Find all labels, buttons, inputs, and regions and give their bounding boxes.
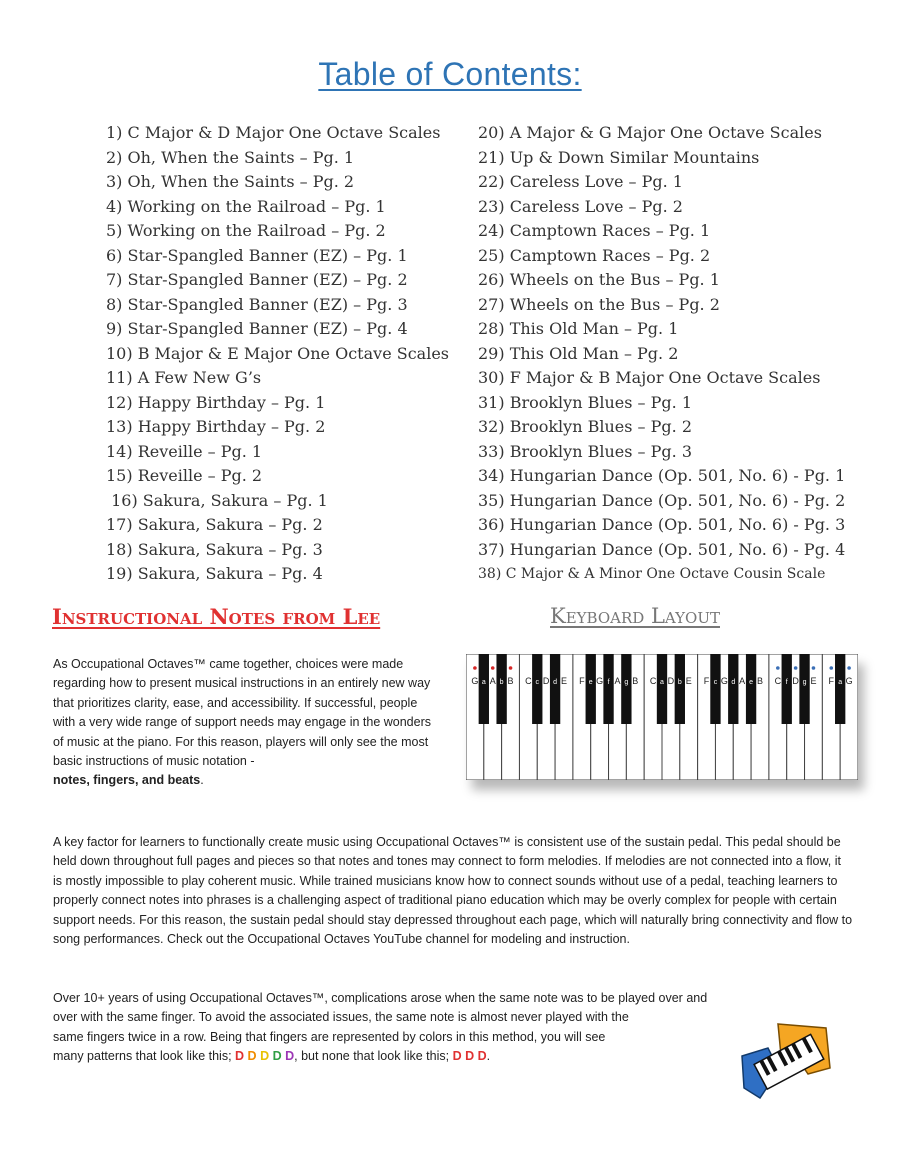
white-key-label: B xyxy=(632,676,639,686)
toc-item: 29) This Old Man – Pg. 2 xyxy=(478,343,679,363)
white-key-label: A xyxy=(489,676,496,686)
black-key xyxy=(657,654,667,724)
black-key-label: g xyxy=(802,679,807,686)
note-d-orange: D xyxy=(247,1049,257,1064)
toc-item: 15) Reveille – Pg. 2 xyxy=(106,466,263,485)
black-key-label: a xyxy=(481,679,486,686)
repetition-line-1: Over 10+ years of using Occupational Octaves™, complications arose when the same note was to be played over and xyxy=(53,991,708,1005)
black-key xyxy=(782,654,792,724)
repetition-line-2: over with the same finger. To avoid the associated issues, the same note is almost never played with the xyxy=(53,1010,629,1025)
keyboard-layout-image xyxy=(466,654,858,780)
bad-example xyxy=(453,1049,487,1063)
toc-item: 3) Oh, When the Saints – Pg. 2 xyxy=(106,172,355,191)
toc-item: 5) Working on the Railroad – Pg. 2 xyxy=(106,221,386,240)
repetition-line-4a: many patterns that look like this; xyxy=(53,1049,236,1064)
black-key-label: b xyxy=(499,679,504,686)
black-key xyxy=(532,654,542,724)
red-dot xyxy=(491,666,495,670)
white-key-label: G xyxy=(471,676,479,686)
notes-heading: Instructional Notes from Lee xyxy=(52,604,381,629)
toc-item: 17) Sakura, Sakura – Pg. 2 xyxy=(106,515,323,534)
toc-item: 19) Sakura, Sakura – Pg. 4 xyxy=(106,564,323,583)
toc-item: 37) Hungarian Dance (Op. 501, No. 6) - Pg. 4 xyxy=(478,539,846,559)
toc-item: 2) Oh, When the Saints – Pg. 1 xyxy=(106,147,355,167)
toc-item: 25) Camptown Races – Pg. 2 xyxy=(478,245,711,265)
black-key-label: a xyxy=(660,679,664,686)
sustain-paragraph: A key factor for learners to functionally create music using Occupational Octaves™ is consistent use of the sustain pedal. This pedal should be held down throughout full pages and pieces so that notes and tones may connect to form melodies. If melodies are not connected into a flow, it is mostly impossible to play coherent music. While trained musicians know how to connect sounds without use of a pedal, teaching learners to properly connect notes into phrases is a challenging aspect of traditional piano education which may be overly complex for people with certain support needs. For this reason, the sustain pedal should stay depressed throughout each page, which will naturally bring connectivity and flow to song performances. Check out the Occupational Octaves YouTube channel for modeling and instruction. xyxy=(53,835,853,947)
black-key xyxy=(835,654,845,724)
toc-item: 13) Happy Birthday – Pg. 2 xyxy=(106,417,326,436)
toc-item: 8) Star-Spangled Banner (EZ) – Pg. 3 xyxy=(106,294,408,314)
toc-item: 26) Wheels on the Bus – Pg. 1 xyxy=(478,270,720,289)
toc-item: 32) Brooklyn Blues – Pg. 2 xyxy=(478,417,692,436)
toc-item: 34) Hungarian Dance (Op. 501, No. 6) - Pg. 1 xyxy=(478,466,846,485)
black-key-label: b xyxy=(677,679,682,686)
blue-dot xyxy=(812,666,816,670)
piano-puzzle-logo xyxy=(738,1018,834,1104)
black-key-label: d xyxy=(553,679,558,686)
white-key-label: F xyxy=(828,676,835,686)
toc-item: 31) Brooklyn Blues – Pg. 1 xyxy=(478,392,692,412)
red-dot xyxy=(473,666,477,670)
white-key-label: E xyxy=(560,676,568,686)
toc-item: 30) F Major & B Major One Octave Scales xyxy=(478,368,821,387)
black-key xyxy=(746,654,756,724)
white-key-label: G xyxy=(596,676,604,686)
toc-item: 16) Sakura, Sakura – Pg. 1 xyxy=(106,490,328,510)
red-dot xyxy=(509,666,513,670)
toc-item: 36) Hungarian Dance (Op. 501, No. 6) - Pg. 3 xyxy=(478,515,846,534)
black-key-label: a xyxy=(838,679,843,686)
black-key-label: c xyxy=(535,679,540,686)
white-key-label: E xyxy=(685,676,692,686)
blue-dot xyxy=(794,666,798,670)
toc-item: 20) A Major & G Major One Octave Scales xyxy=(478,123,822,142)
toc-item: 35) Hungarian Dance (Op. 501, No. 6) - Pg. 2 xyxy=(478,490,846,510)
toc-item: 4) Working on the Railroad – Pg. 1 xyxy=(106,196,386,216)
black-key xyxy=(621,654,631,724)
black-key-label: f xyxy=(607,679,610,686)
white-key-label: D xyxy=(667,676,675,686)
toc-item: 22) Careless Love – Pg. 1 xyxy=(478,172,683,191)
repetition-line-3: same fingers twice in a row. Being that fingers are represented by colors in this method, you will see xyxy=(53,1029,606,1044)
white-key-label: C xyxy=(774,676,782,686)
white-key-label: C xyxy=(525,676,532,686)
toc-item: 14) Reveille – Pg. 1 xyxy=(106,441,263,461)
black-key-label: e xyxy=(749,679,754,686)
black-key xyxy=(550,654,560,724)
black-key xyxy=(496,654,506,724)
black-key xyxy=(799,654,809,724)
white-key-label: G xyxy=(720,676,728,686)
toc-item: 9) Star-Spangled Banner (EZ) – Pg. 4 xyxy=(106,319,408,338)
toc-item: 10) B Major & E Major One Octave Scales xyxy=(106,343,449,363)
toc-left-column xyxy=(106,121,449,587)
toc-item: 7) Star-Spangled Banner (EZ) – Pg. 2 xyxy=(106,270,408,289)
note-d-red: D xyxy=(235,1049,245,1064)
black-key xyxy=(710,654,720,724)
page-title: Table of Contents: xyxy=(318,56,582,92)
black-key xyxy=(479,654,489,724)
toc-item: 6) Star-Spangled Banner (EZ) – Pg. 1 xyxy=(106,245,408,265)
good-example xyxy=(235,1049,294,1063)
note-d-green: D xyxy=(272,1049,282,1064)
keyboard-heading: Keyboard Layout xyxy=(550,604,720,628)
black-key xyxy=(603,654,613,724)
white-key-label: A xyxy=(739,676,746,686)
toc-item: 21) Up & Down Similar Mountains xyxy=(478,147,760,167)
intro-text: As Occupational Octaves™ came together, choices were made regarding how to present musical instructions in an entirely new way that prioritizes clarity, ease, and accessibility. If successful, people with a very wide range of support needs may engage in the wonders of music at the piano. For this reason, players will only see the most basic instructions of music notation - xyxy=(53,657,432,769)
white-key-label: B xyxy=(507,676,514,686)
intro-period: . xyxy=(200,773,204,788)
note-d-red: D xyxy=(452,1049,462,1064)
black-key xyxy=(586,654,596,724)
repetition-line-4b: , but none that look like this; xyxy=(294,1049,453,1064)
white-key-label: D xyxy=(792,676,799,686)
white-key-label: E xyxy=(810,676,817,686)
toc-item: 12) Happy Birthday – Pg. 1 xyxy=(106,392,326,412)
note-d-yellow: D xyxy=(260,1049,270,1064)
black-key-label: c xyxy=(713,679,718,686)
toc-item: 33) Brooklyn Blues – Pg. 3 xyxy=(478,441,692,461)
blue-dot xyxy=(776,666,780,670)
note-d-red: D xyxy=(477,1049,487,1064)
note-d-purple: D xyxy=(285,1049,295,1064)
black-key xyxy=(675,654,685,724)
white-key-label: B xyxy=(756,676,764,686)
toc-item: 28) This Old Man – Pg. 1 xyxy=(478,319,679,338)
white-key-label: A xyxy=(614,676,621,686)
toc-item: 18) Sakura, Sakura – Pg. 3 xyxy=(106,539,323,559)
white-key-label: F xyxy=(579,676,585,686)
toc-right-column xyxy=(478,121,845,587)
toc-item: 38) C Major & A Minor One Octave Cousin Scale xyxy=(478,566,826,582)
black-key-label: e xyxy=(588,679,593,686)
toc-item: 1) C Major & D Major One Octave Scales xyxy=(106,123,441,142)
toc-item: 27) Wheels on the Bus – Pg. 2 xyxy=(478,294,720,314)
black-key-label: g xyxy=(624,679,629,686)
repetition-paragraph xyxy=(53,989,853,1067)
white-key-label: G xyxy=(845,676,853,686)
note-d-red: D xyxy=(465,1049,475,1064)
intro-bold-text: notes, fingers, and beats xyxy=(53,773,201,788)
intro-paragraph xyxy=(53,655,441,791)
keyboard-svg xyxy=(466,654,858,780)
toc-item: 23) Careless Love – Pg. 2 xyxy=(478,196,683,216)
white-key-label: F xyxy=(703,676,710,686)
black-key xyxy=(728,654,738,724)
black-key-label: f xyxy=(785,679,788,686)
toc-item: 11) A Few New G’s xyxy=(106,368,262,387)
toc-item: 24) Camptown Races – Pg. 1 xyxy=(478,221,711,240)
blue-dot xyxy=(847,666,851,670)
black-key-label: d xyxy=(731,679,736,686)
white-key-label: C xyxy=(649,676,657,686)
white-key-label: D xyxy=(542,676,550,686)
repetition-line-4c: . xyxy=(486,1049,491,1064)
blue-dot xyxy=(829,666,833,670)
